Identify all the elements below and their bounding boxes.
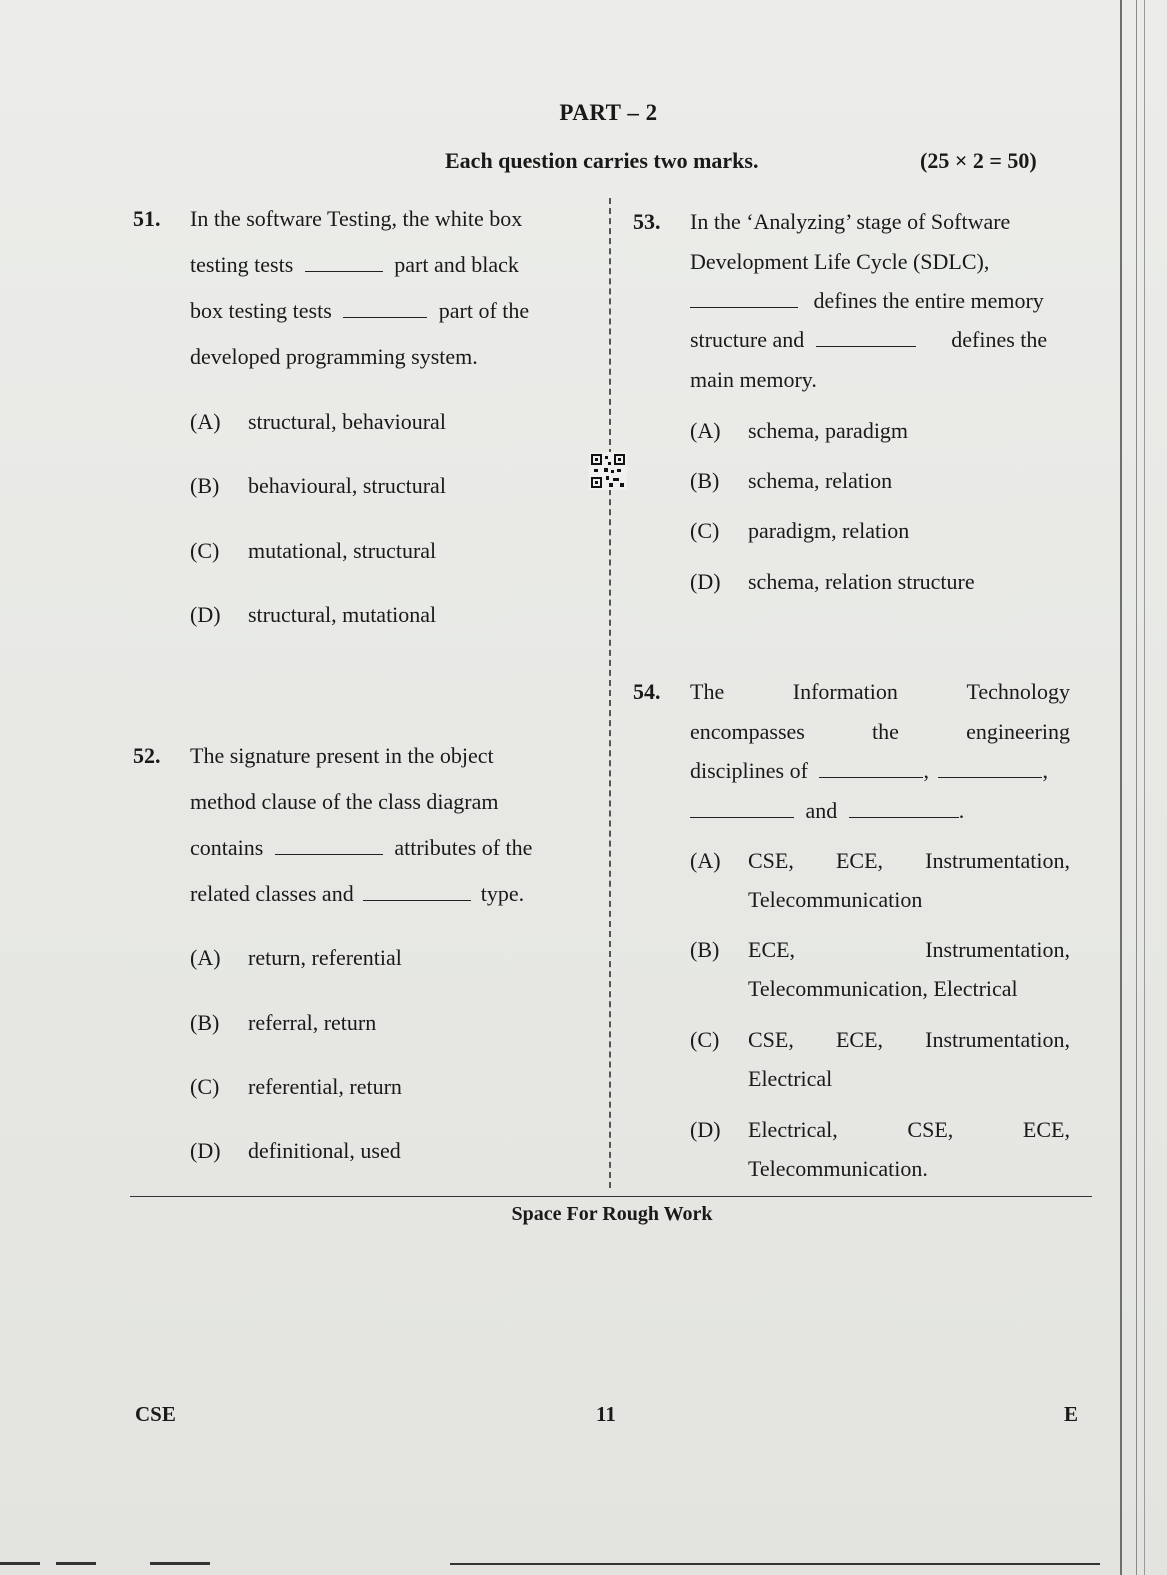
option-text [748,1027,1070,1053]
option-word: Electrical, [748,1117,838,1142]
question-text: defines the [951,327,1048,352]
question-text: type. [480,881,525,906]
option-a-continued: Telecommunication [748,887,923,912]
question-number: 52. [133,743,161,768]
marks-note: Each question carries two marks. [445,148,759,173]
option-text: referential, return [248,1074,402,1099]
question-text: related classes and [190,881,354,906]
option-label: (A) [190,409,221,434]
option-b[interactable] [690,937,1070,963]
question-text: structure and [690,327,805,352]
question-text-line: and . [690,798,1070,824]
answer-blank [690,799,794,818]
option-label: (D) [690,1117,721,1142]
answer-blank [305,253,383,272]
question-text: part and black [394,252,519,277]
answer-blank [275,836,383,855]
question-text: testing tests [190,252,294,277]
option-word: ECE, [1022,1117,1070,1142]
option-label: (C) [690,1027,720,1052]
question-text: and [805,798,838,823]
question-text: The [690,679,725,704]
option-label: (B) [190,473,220,498]
rough-work-label: Space For Rough Work [511,1203,713,1225]
option-b[interactable] [690,468,892,494]
scan-mark [450,1563,1100,1565]
option-text: mutational, structural [248,538,437,563]
option-d[interactable] [690,1117,1070,1143]
question-text-line: In the software Testing, the white box [190,206,523,231]
scan-mark [0,1562,40,1565]
question-number: 51. [133,206,161,231]
option-word: ECE, [748,937,796,962]
rough-work-rule [130,1196,1092,1197]
option-label: (D) [190,602,221,627]
option-c[interactable] [690,518,909,544]
option-text: schema, paradigm [748,418,909,443]
option-c[interactable] [190,538,436,564]
answer-blank [690,289,798,308]
option-word: Instrumentation, [925,848,1070,873]
option-label: (C) [190,538,220,563]
option-label: (B) [690,468,720,493]
option-b-continued: Telecommunication, Electrical [748,976,1018,1001]
option-text: schema, relation [748,468,893,493]
option-text: return, referential [248,945,402,970]
option-text [748,848,1070,874]
option-word: CSE, [748,848,794,873]
option-c[interactable] [690,1027,1070,1053]
option-b[interactable] [190,1010,376,1036]
question-text-line [690,327,1070,353]
question-text-line [190,835,532,861]
option-label: (B) [190,1010,220,1035]
option-c-continued: Electrical [748,1066,833,1091]
question-text-line [190,298,529,324]
option-text: behavioural, structural [248,473,446,498]
question-number: 53. [633,209,661,234]
page-edge-lines-inner [1144,0,1149,1575]
question-text: Information [792,679,898,704]
question-text: encompasses [690,719,805,744]
column-divider [609,198,611,1188]
option-d[interactable] [190,602,436,628]
question-text-line: main memory. [690,367,817,392]
option-label: (C) [190,1074,220,1099]
footer-series: E [1064,1402,1079,1426]
question-text-line [690,719,1070,745]
answer-blank [819,759,923,778]
option-a[interactable] [690,418,908,444]
option-label: (D) [190,1138,221,1163]
question-text-line: developed programming system. [190,344,478,369]
option-text: referral, return [248,1010,377,1035]
part-title: PART – 2 [559,100,658,125]
option-text: schema, relation structure [748,569,975,594]
option-d[interactable] [690,569,975,595]
question-text-line [190,252,570,278]
question-text: Technology [966,679,1070,704]
page-edge-lines [1120,0,1137,1575]
answer-blank [849,799,959,818]
scan-mark [56,1562,96,1565]
question-text: part of the [438,298,530,323]
option-label: (C) [690,518,720,543]
option-text: structural, mutational [248,602,437,627]
option-a[interactable] [190,409,446,435]
option-word: ECE, [835,1027,884,1052]
question-text-line: disciplines of , , [690,758,1048,783]
answer-blank [363,882,471,901]
qr-code-icon [589,452,627,490]
scan-mark [150,1562,210,1565]
question-text-line [690,288,1070,314]
option-b[interactable] [190,473,446,499]
question-text-line [690,679,1070,705]
option-a[interactable] [190,945,402,971]
question-number: 54. [633,679,661,704]
option-word: CSE, [907,1117,954,1142]
option-text: paradigm, relation [748,518,910,543]
question-text-line [190,881,524,907]
footer-subject: CSE [135,1402,176,1426]
question-text-line: method clause of the class diagram [190,789,499,814]
option-label: (D) [690,569,721,594]
option-text: definitional, used [248,1138,401,1163]
answer-blank [938,759,1042,778]
answer-blank [343,299,427,318]
question-text-line: Development Life Cycle (SDLC), [690,249,990,274]
question-text: the [872,719,899,744]
option-label: (B) [690,937,720,962]
question-text: defines the entire memory [813,288,1044,313]
option-word: CSE, [748,1027,794,1052]
option-label: (A) [190,945,221,970]
question-text: disciplines of [690,758,808,783]
option-text [748,1117,1070,1143]
question-text: contains [190,835,264,860]
question-text: box testing tests [190,298,332,323]
question-text: attributes of the [394,835,533,860]
option-a[interactable] [690,848,1070,874]
marks-total: (25 × 2 = 50) [920,148,1037,173]
option-c[interactable] [190,1074,402,1100]
question-text: engineering [966,719,1070,744]
option-word: ECE, [835,848,884,873]
option-label: (A) [690,848,721,873]
option-d[interactable] [190,1138,401,1164]
question-text-line: In the ‘Analyzing’ stage of Software [690,209,1011,234]
option-d-continued: Telecommunication. [748,1156,928,1181]
answer-blank [816,328,916,347]
question-text-line: The signature present in the object [190,743,494,768]
option-text: structural, behavioural [248,409,446,434]
footer-page-number: 11 [596,1402,616,1426]
option-label: (A) [690,418,721,443]
option-word: Instrumentation, [925,937,1070,962]
option-word: Instrumentation, [925,1027,1070,1052]
option-text [748,937,1070,963]
